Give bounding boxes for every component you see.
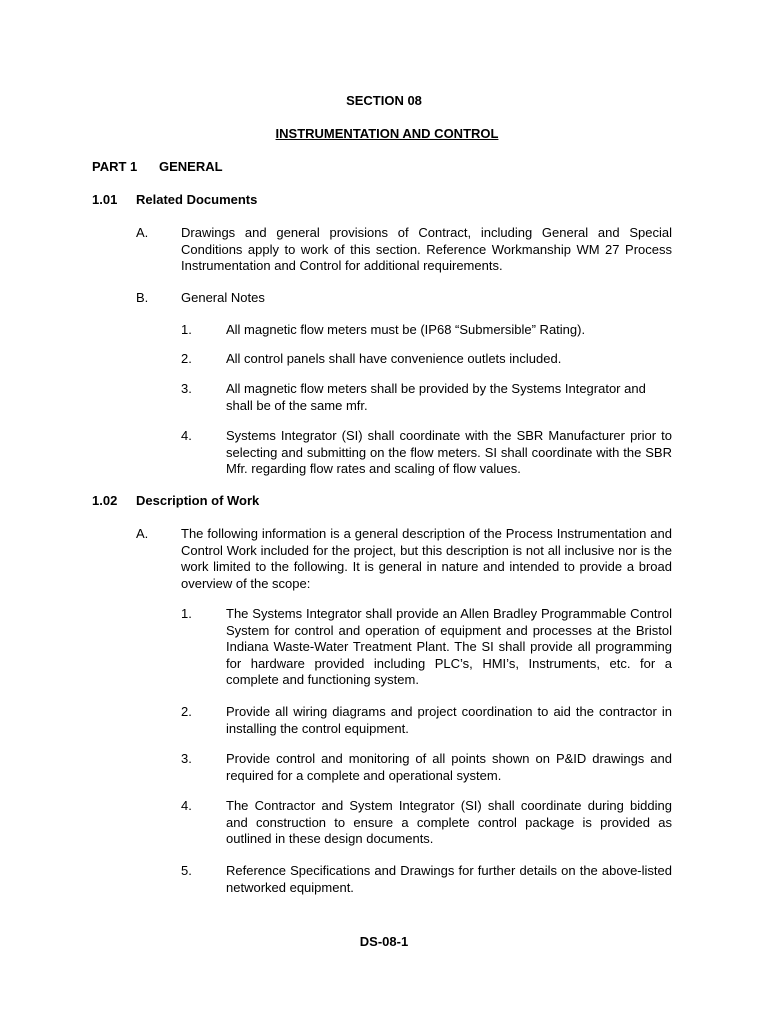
list-number: 1. bbox=[181, 606, 192, 621]
item-letter: A. bbox=[136, 526, 149, 541]
paragraph: General Notes bbox=[181, 290, 265, 305]
list-number: 3. bbox=[181, 751, 192, 766]
section-1-02-title: Description of Work bbox=[136, 493, 260, 508]
list-item: The Contractor and System Integrator (SI) shall coordinate during bidding and construction to ensure a complete control package is provided as outlined in these design documents. bbox=[226, 798, 672, 846]
part-number: PART 1 bbox=[92, 159, 138, 174]
list-number: 3. bbox=[181, 381, 192, 396]
list-item: Reference Specifications and Drawings for further details on the above-listed networked equipment. bbox=[226, 863, 672, 895]
section-title: SECTION 08 bbox=[346, 93, 422, 108]
item-letter: B. bbox=[136, 290, 149, 305]
list-item: The Systems Integrator shall provide an Allen Bradley Programmable Control System for control and operation of equipment and processes at the Bristol Indiana Waste-Water Treatment Plant. The SI shall provide all programming for hardware provided including PLC’s, HMI’s, Instruments, etc. for a complete and functioning system. bbox=[226, 606, 672, 687]
list-number: 4. bbox=[181, 798, 192, 813]
section-subtitle-text: INSTRUMENTATION AND CONTROL bbox=[275, 126, 499, 141]
list-number: 4. bbox=[181, 428, 192, 443]
list-item: All magnetic flow meters shall be provided by the Systems Integrator and shall be of the same mfr. bbox=[226, 381, 646, 413]
list-item: Provide all wiring diagrams and project coordination to aid the contractor in installing the control equipment. bbox=[226, 704, 672, 736]
list-number: 2. bbox=[181, 351, 192, 366]
list-item: All magnetic flow meters must be (IP68 “Submersible” Rating). bbox=[226, 322, 586, 337]
page-footer: DS-08-1 bbox=[359, 934, 409, 949]
section-1-01-title: Related Documents bbox=[136, 192, 258, 207]
list-number: 2. bbox=[181, 704, 192, 719]
section-subtitle bbox=[0, 126, 768, 143]
section-1-02-number: 1.02 bbox=[92, 493, 118, 508]
list-number: 5. bbox=[181, 863, 192, 878]
paragraph: Drawings and general provisions of Contract, including General and Special Conditions apply to work of this section. Reference Workmanship WM 27 Process Instrumentation and Control for additional requirements. bbox=[181, 225, 672, 273]
list-number: 1. bbox=[181, 322, 192, 337]
part-title: GENERAL bbox=[159, 159, 223, 174]
list-item: Systems Integrator (SI) shall coordinate with the SBR Manufacturer prior to selecting and submitting on the flow meters. SI shall coordinate with the SBR Mfr. regarding flow rates and scaling of flow values. bbox=[226, 428, 672, 476]
list-item: Provide control and monitoring of all points shown on P&ID drawings and required for a complete and operational system. bbox=[226, 751, 672, 783]
section-1-01-number: 1.01 bbox=[92, 192, 118, 207]
paragraph: The following information is a general description of the Process Instrumentation and Control Work included for the project, but this description is not all inclusive nor is the work limited to the following. It is general in nature and intended to provide a broad overview of the scope: bbox=[181, 526, 672, 591]
list-item: All control panels shall have convenience outlets included. bbox=[226, 351, 562, 366]
item-letter: A. bbox=[136, 225, 149, 240]
